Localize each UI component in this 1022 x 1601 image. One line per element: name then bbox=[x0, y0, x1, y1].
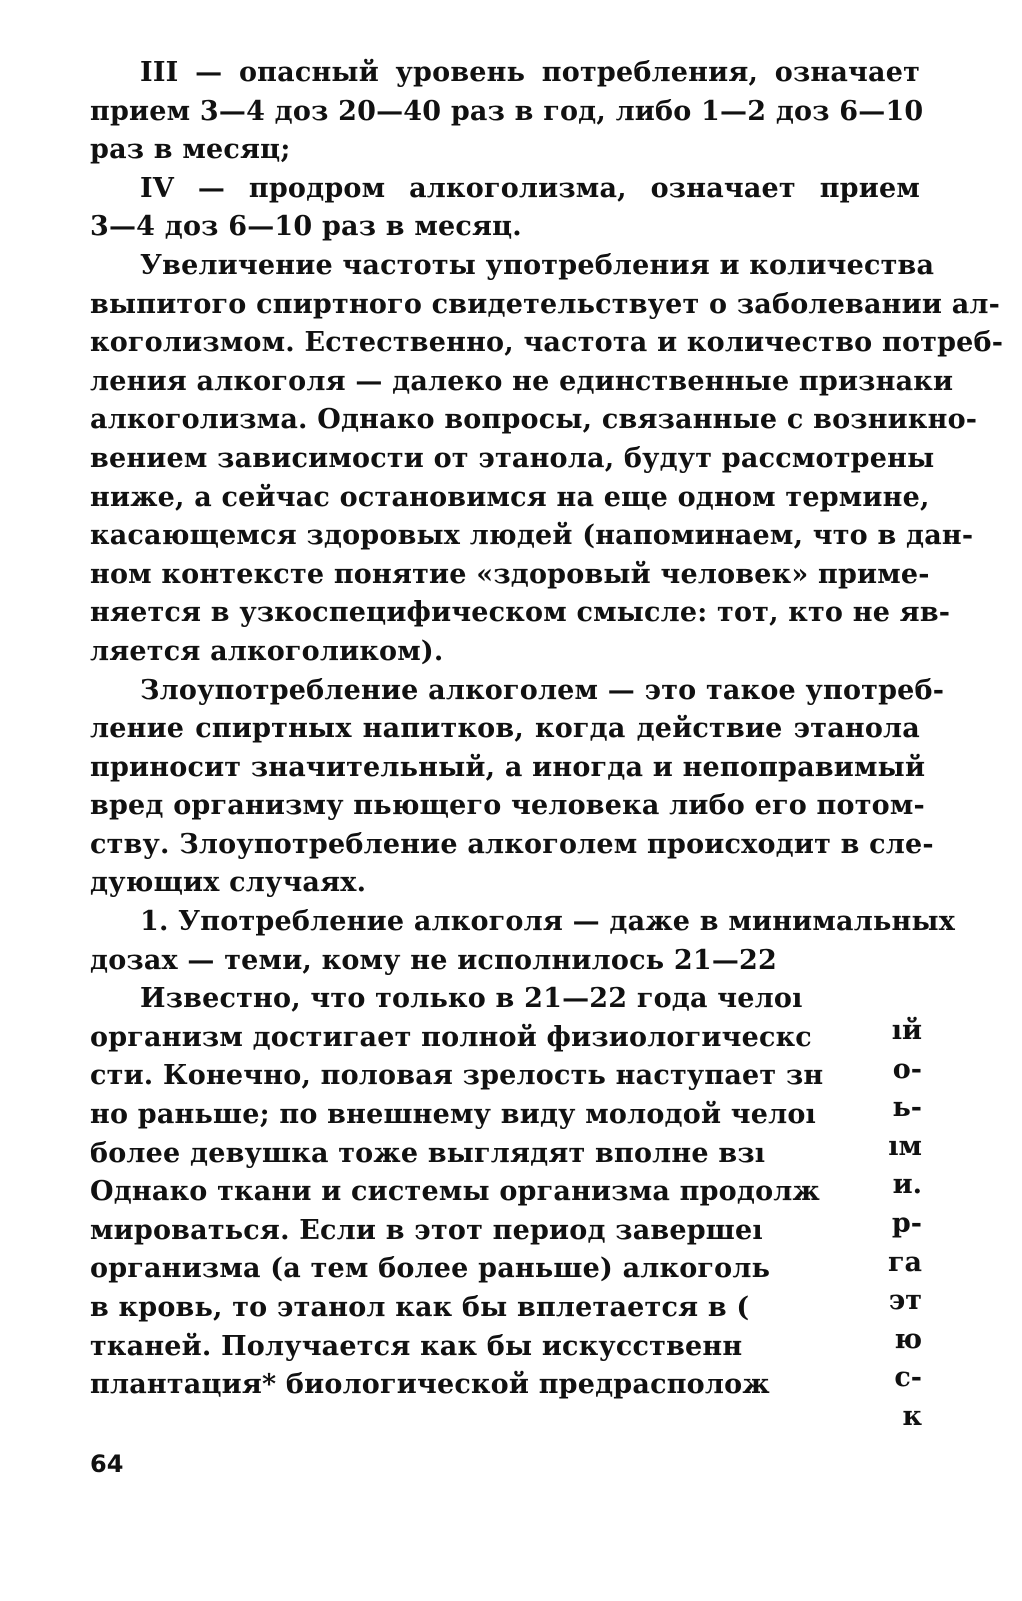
fragment-text: ю bbox=[894, 1323, 922, 1355]
text-line: ству. Злоупотребление алкоголем происходит в сле- bbox=[90, 828, 934, 860]
text-line: организма (а тем более раньше) алкоголь bbox=[90, 1253, 771, 1285]
text-line: няется в узкоспецифическом смысле: тот, кто не яв- bbox=[90, 597, 951, 629]
text-line: раз в месяц; bbox=[90, 134, 291, 166]
text-line: но раньше; по внешнему виду молодой челоı bbox=[90, 1099, 817, 1131]
text-line: плантация* биологической предраспoлoж bbox=[90, 1369, 770, 1401]
text-line: III — опасный уровень потребления, означает bbox=[140, 57, 920, 88]
fragment-text: ıй bbox=[891, 1015, 922, 1046]
text-line: выпитого спиртного свидетельствует о заболевании ал- bbox=[90, 288, 1001, 320]
text-line: ном контексте понятие «здоровый человек» приме- bbox=[90, 558, 930, 590]
page-number: 64 bbox=[90, 1450, 124, 1478]
fragment-text: га bbox=[887, 1246, 922, 1278]
text-line: вением зависимости от этанола, будут рассмотрены bbox=[90, 442, 935, 474]
text-line: прием 3—4 доз 20—40 раз в год, либо 1—2 доз 6—10 bbox=[90, 95, 924, 127]
fragment-text: и. bbox=[892, 1169, 922, 1201]
text-line: дующих случаях. bbox=[90, 867, 367, 899]
text-line: 3—4 доз 6—10 раз в месяц. bbox=[90, 211, 522, 243]
fragment-text: с- bbox=[894, 1362, 922, 1394]
fragment-text: к bbox=[902, 1400, 922, 1432]
text-line: алкоголизма. Однако вопросы, связанные с возникно- bbox=[90, 404, 978, 436]
text-line: сти. Конечно, половая зрелость наступает зн bbox=[90, 1060, 824, 1092]
text-line: вред организму пьющего человека либо его потом- bbox=[90, 790, 925, 822]
text-line: дозах — теми, кому не исполнилось 21—22 bbox=[90, 944, 778, 976]
text-line: ления алкоголя — далеко не единственные признаки bbox=[90, 365, 954, 397]
text-line: Известно, что только в 21—22 года челоı bbox=[140, 983, 803, 1015]
text-line: 1. Употребление алкоголя — даже в минимальных bbox=[140, 906, 956, 938]
fragment-text: р- bbox=[891, 1207, 922, 1239]
fragment-text: о- bbox=[892, 1053, 922, 1085]
fragment-text: ь- bbox=[892, 1092, 922, 1124]
text-line: в кровь, то этанол как бы вплетается в ( bbox=[90, 1292, 750, 1323]
body-text bbox=[90, 54, 1004, 1405]
text-line: Однако ткани и системы организма продолж bbox=[90, 1176, 820, 1208]
text-line: Увеличение частоты употребления и количества bbox=[140, 249, 935, 281]
text-line: мироваться. Если в этот период завершеı bbox=[90, 1214, 763, 1246]
text-line: ление спиртных напитков, когда действие этанола bbox=[90, 713, 920, 745]
text-line: коголизмом. Естественно, частота и количество потреб- bbox=[90, 327, 1004, 359]
text-line: ниже, а сейчас остановимся на еще одном термине, bbox=[90, 481, 930, 513]
fragment-text: эт bbox=[888, 1285, 922, 1317]
text-line: приносит значительный, а иногда и непоправимый bbox=[90, 751, 926, 783]
text-line: IV — продром алкоголизма, означает прием bbox=[140, 172, 920, 204]
text-line: тканей. Получается как бы искусственн bbox=[90, 1330, 743, 1362]
text-line: Злоупотребление алкоголем — это такое употреб- bbox=[140, 674, 945, 706]
torn-right-edge-fragments bbox=[872, 1012, 922, 1437]
text-line: ляется алкоголиком). bbox=[90, 635, 444, 667]
text-line: более девушка тоже выглядят вполне взı bbox=[90, 1137, 766, 1169]
text-line: организм достигает полной физиологическс bbox=[90, 1021, 812, 1053]
fragment-text: ıм bbox=[888, 1130, 922, 1162]
text-line: касающемся здоровых людей (напоминаем, что в дан- bbox=[90, 520, 974, 552]
